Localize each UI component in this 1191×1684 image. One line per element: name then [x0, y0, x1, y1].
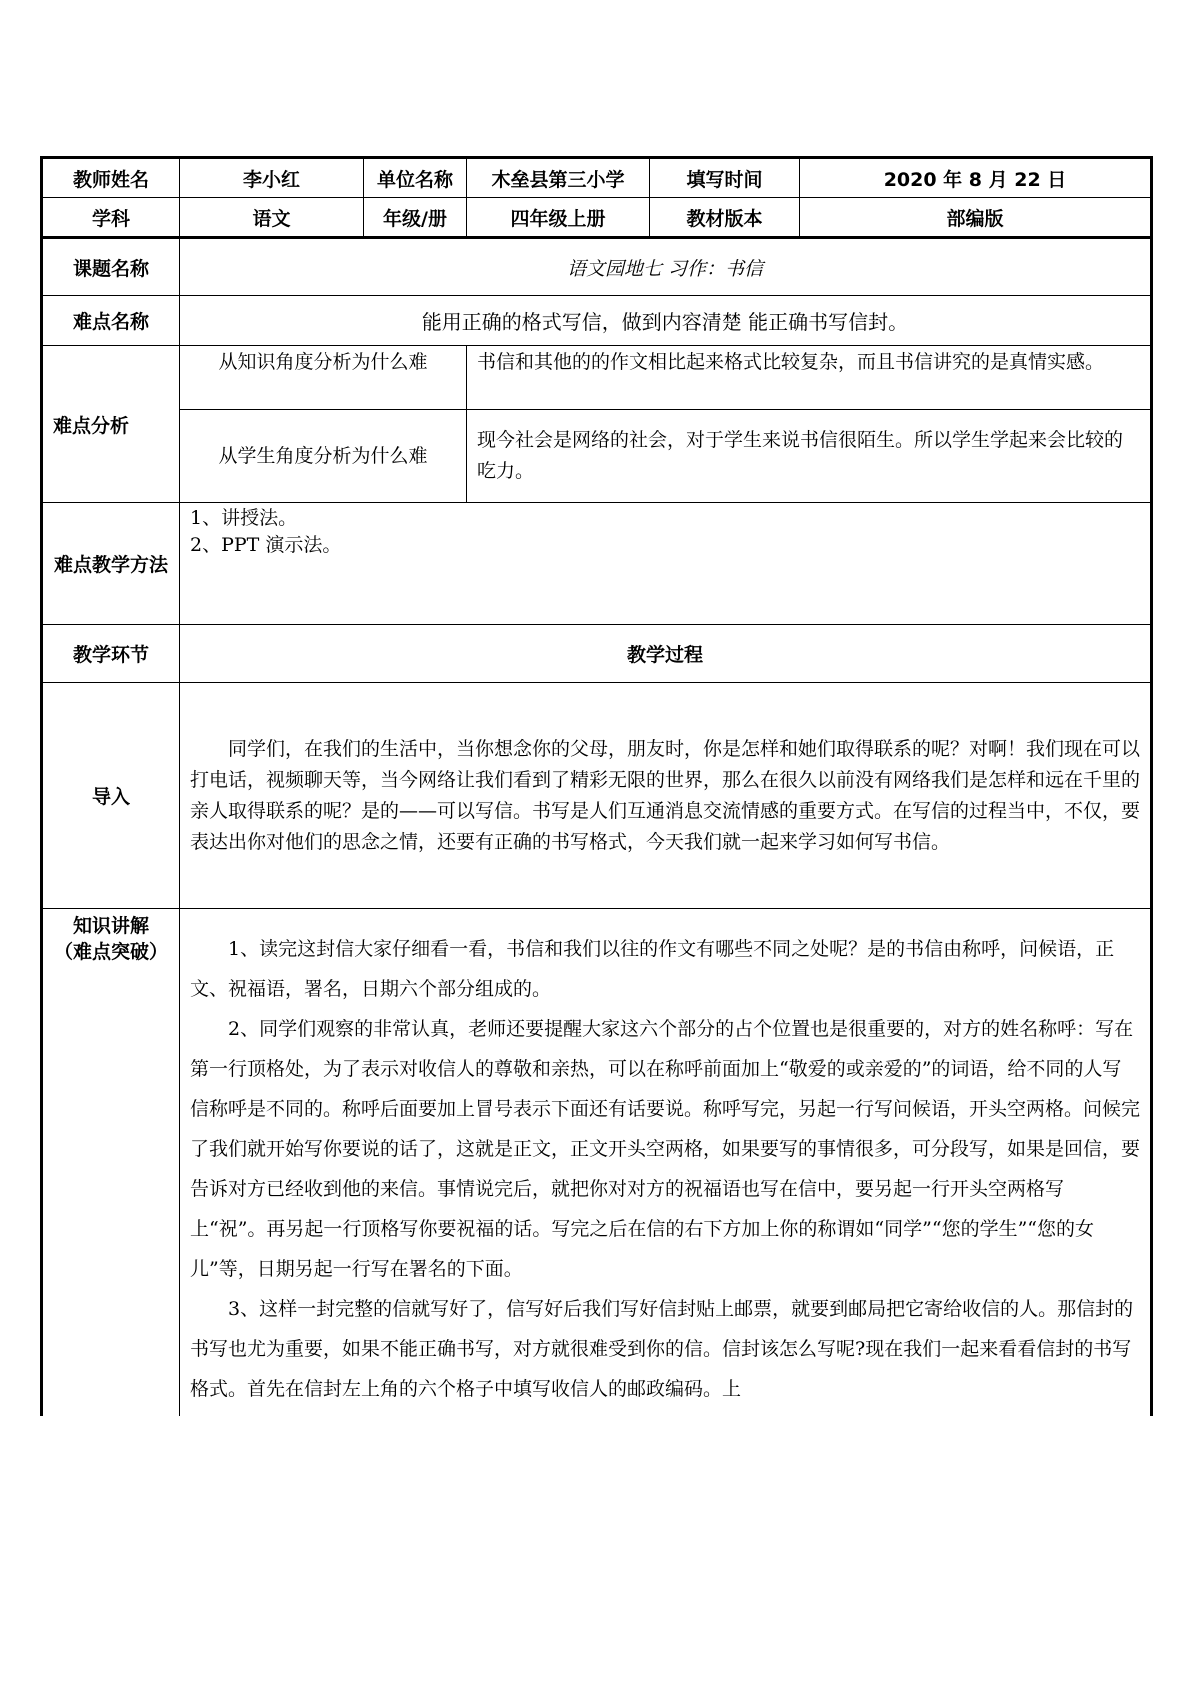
student-angle-text: 现今社会是网络的社会，对于学生来说书信很陌生。所以学生学起来会比较的吃力。 — [467, 410, 1152, 503]
knowledge-paragraph: 1、读完这封信大家仔细看一看，书信和我们以往的作文有哪些不同之处呢？是的书信由称呼，问候语，正文、祝福语，署名，日期六个部分组成的。 — [190, 938, 1115, 1000]
analysis-label: 难点分析 — [42, 346, 180, 503]
process-header: 教学过程 — [180, 625, 1152, 683]
knowledge-angle-label: 从知识角度分析为什么难 — [180, 346, 467, 410]
subject-value: 语文 — [180, 198, 364, 238]
method-item: 1、讲授法。 — [190, 507, 298, 529]
knowledge-label-cell — [42, 909, 180, 1416]
intro-cell — [180, 683, 1152, 909]
methods-cell — [180, 503, 1152, 625]
fill-date-label: 填写时间 — [650, 158, 800, 198]
lesson-plan-table — [40, 156, 1153, 1416]
student-angle-label: 从学生角度分析为什么难 — [180, 410, 467, 503]
fill-date-value: 2020 年 8 月 22 日 — [800, 158, 1152, 198]
teacher-name-label: 教师姓名 — [42, 158, 180, 198]
grade-value: 四年级上册 — [467, 198, 650, 238]
edition-value: 部编版 — [800, 198, 1152, 238]
topic-value: 语文园地七 习作：书信 — [180, 238, 1152, 296]
edition-label: 教材版本 — [650, 198, 800, 238]
intro-label: 导入 — [42, 683, 180, 909]
knowledge-sublabel: （难点突破） — [53, 941, 168, 963]
grade-label: 年级/册 — [364, 198, 467, 238]
unit-name-value: 木垒县第三小学 — [467, 158, 650, 198]
method-item: 2、PPT 演示法。 — [190, 534, 342, 556]
unit-name-label: 单位名称 — [364, 158, 467, 198]
difficulty-value: 能用正确的格式写信，做到内容清楚 能正确书写信封。 — [180, 296, 1152, 346]
knowledge-angle-text: 书信和其他的的作文相比起来格式比较复杂，而且书信讲究的是真情实感。 — [467, 346, 1152, 410]
methods-label: 难点教学方法 — [42, 503, 180, 625]
knowledge-label: 知识讲解 — [72, 915, 149, 937]
knowledge-cell — [180, 909, 1152, 1416]
stage-header: 教学环节 — [42, 625, 180, 683]
lesson-plan-page — [40, 156, 1150, 1416]
teacher-name-value: 李小红 — [180, 158, 364, 198]
knowledge-paragraph: 2、同学们观察的非常认真，老师还要提醒大家这六个部分的占个位置也是很重要的，对方的姓名称呼：写在第一行顶格处，为了表示对收信人的尊敬和亲热，可以在称呼前面加上“敬爱的或亲爱的”的词语，给不同的人写信称呼是不同的。称呼后面要加上冒号表示下面还有话要说。称呼写完，另起一行写问候语，开头空两格。问候完了我们就开始写你要说的话了，这就是正文，正文开头空两格，如果要写的事情很多，可分段写，如果是回信，要告诉对方已经收到他的来信。事情说完后，就把你对对方的祝福语也写在信中，要另起一行开头空两格写上“祝”。再另起一行顶格写你要祝福的话。写完之后在信的右下方加上你的称谓如“同学”“您的学生”“您的女儿”等，日期另起一行写在署名的下面。 — [190, 1018, 1141, 1280]
difficulty-label: 难点名称 — [42, 296, 180, 346]
intro-text: 同学们，在我们的生活中，当你想念你的父母，朋友时，你是怎样和她们取得联系的呢？对啊！我们现在可以打电话，视频聊天等，当今网络让我们看到了精彩无限的世界，那么在很久以前没有网络我们是怎样和远在千里的亲人取得联系的呢？是的——可以写信。书写是人们互通消息交流情感的重要方式。在写信的过程当中，不仅，要表达出你对他们的思念之情，还要有正确的书写格式，今天我们就一起来学习如何写书信。 — [190, 737, 1141, 853]
subject-label: 学科 — [42, 198, 180, 238]
knowledge-paragraph: 3、这样一封完整的信就写好了，信写好后我们写好信封贴上邮票，就要到邮局把它寄给收信的人。那信封的书写也尤为重要，如果不能正确书写，对方就很难受到你的信。信封该怎么写呢?现在我们一起来看看信封的书写格式。首先在信封左上角的六个格子中填写收信人的邮政编码。上 — [190, 1298, 1134, 1400]
topic-label: 课题名称 — [42, 238, 180, 296]
